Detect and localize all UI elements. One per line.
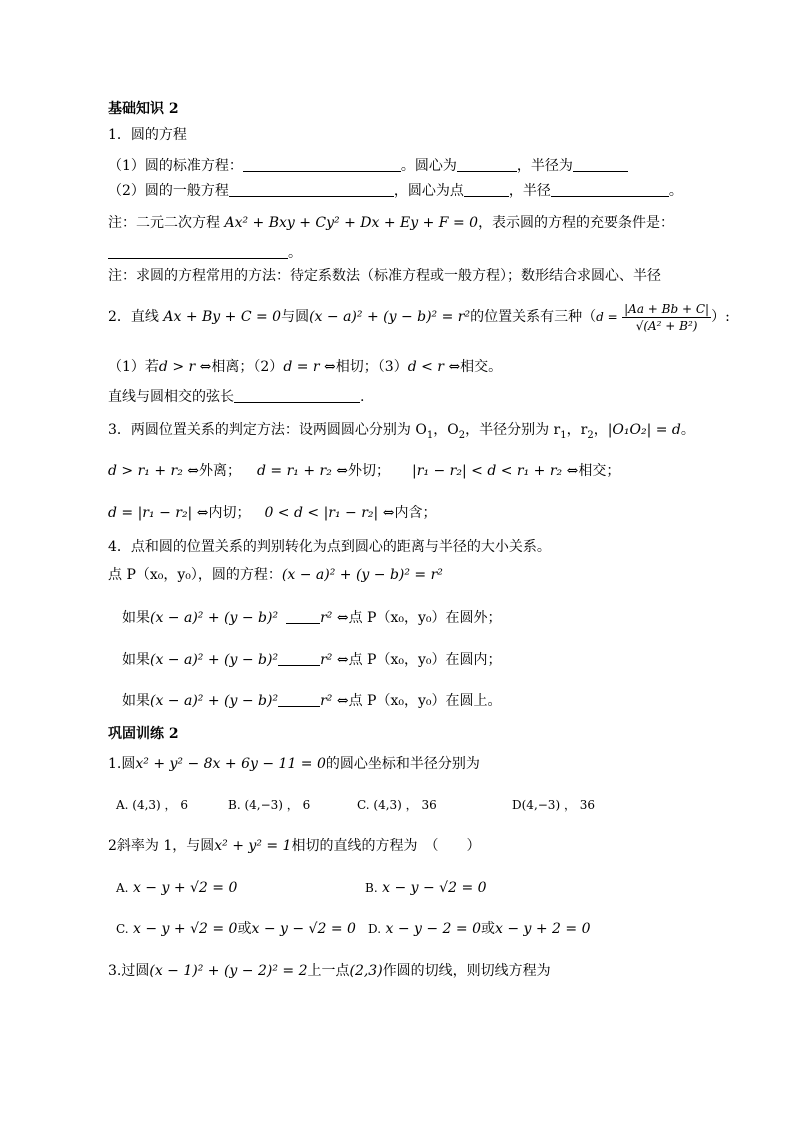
- text: 。圆心为: [400, 158, 457, 174]
- numerator: |Aa + Bb + C|: [624, 301, 710, 316]
- text: 点 P（x₀，y₀）在圆上。: [348, 693, 502, 709]
- blank: [457, 157, 517, 172]
- blank: [573, 157, 628, 172]
- equation: x² + y² = 1: [214, 838, 292, 854]
- equation: (2,3): [349, 963, 383, 979]
- equation: (x − a)² + (y − b)² = r²: [309, 309, 471, 325]
- text: ，半径为: [516, 158, 573, 174]
- blank: [464, 182, 509, 197]
- question-2: [108, 837, 480, 855]
- denominator: √(A² + B²): [635, 318, 698, 333]
- text: 2斜率为 1，与圆: [108, 838, 215, 854]
- text: 相切；（3）: [335, 359, 408, 375]
- equation: d = r₁ + r₂ ⇔: [257, 463, 349, 479]
- equation: r² ⇔: [320, 693, 349, 709]
- text: （1）圆的标准方程：: [108, 158, 243, 174]
- text: 外切；: [348, 463, 391, 479]
- two-circles-heading: [108, 421, 695, 445]
- text: 外离；: [199, 463, 242, 479]
- equation: d < r ⇔: [407, 359, 461, 375]
- equation: d = r ⇔: [283, 359, 336, 375]
- circle-equation-heading: 1．圆的方程: [108, 127, 187, 143]
- distance-fraction: [622, 301, 711, 334]
- equation: Ax² + Bxy + Cy² + Dx + Ey + F = 0: [224, 215, 479, 231]
- text: ，O: [433, 422, 459, 438]
- text: 直线与圆相交的弦长: [108, 389, 234, 405]
- line-circle-relation: [108, 300, 730, 334]
- point-case-inside: [122, 651, 501, 669]
- question-1-option-a: A. (4,3) ， 6: [116, 798, 189, 812]
- text: ）:: [711, 309, 730, 325]
- option-letter: D.: [368, 922, 382, 936]
- text: ，: [593, 422, 608, 438]
- text: ，圆心为点: [393, 183, 464, 199]
- text: ，半径分别为 r: [465, 422, 561, 438]
- text: 的圆心坐标和半径分别为: [325, 756, 480, 772]
- equation: x² + y² − 8x + 6y − 11 = 0: [135, 756, 326, 772]
- equation: x − y − 2 = 0: [385, 921, 481, 937]
- text: 点 P（x₀，y₀）在圆外；: [348, 610, 502, 626]
- equation: (x − a)² + (y − b)²: [150, 652, 279, 668]
- blank: [278, 692, 320, 707]
- text: 相交。: [460, 359, 503, 375]
- text: （2）圆的一般方程: [108, 183, 229, 199]
- text: 相交；: [578, 463, 621, 479]
- equation: x − y + 2 = 0: [494, 921, 591, 937]
- question-2-option-c: [116, 920, 356, 938]
- equation: |O₁O₂| = d: [607, 422, 681, 438]
- point-definition: [108, 566, 443, 584]
- question-3: [108, 962, 551, 980]
- option-letter: A.: [116, 881, 129, 895]
- relations-line: [108, 358, 502, 376]
- standard-equation-line: [108, 157, 628, 175]
- equation: d = |r₁ − r₂| ⇔: [108, 505, 209, 521]
- equation: x − y − √2 = 0: [251, 921, 356, 937]
- question-1-option-c: C. (4,3) ， 36: [357, 798, 437, 812]
- equation: d > r ⇔: [158, 359, 212, 375]
- question-2-option-b: [365, 879, 487, 897]
- text: 内含；: [394, 505, 437, 521]
- subscript: 1: [426, 429, 434, 441]
- text: 或: [480, 921, 495, 937]
- question-2-option-d: [368, 920, 591, 938]
- text: 3.过圆: [108, 963, 150, 979]
- question-1-option-d: D(4,−3) ， 36: [512, 798, 596, 812]
- point-case-on: [122, 692, 501, 710]
- text: 上一点: [307, 963, 350, 979]
- equation: x − y + √2 = 0: [132, 880, 238, 896]
- section-title-basics: 基础知识 2: [108, 101, 179, 117]
- point-circle-heading: 4．点和圆的位置关系的判别转化为点到圆心的距离与半径的大小关系。: [108, 539, 551, 555]
- text: 作圆的切线，则切线方程为: [382, 963, 551, 979]
- equation: Ax + By + C = 0: [163, 309, 282, 325]
- equation: 0 < d < |r₁ − r₂| ⇔: [264, 505, 395, 521]
- question-2-option-a: [116, 879, 237, 897]
- subscript: 2: [458, 429, 466, 441]
- text: 内切；: [208, 505, 251, 521]
- equation: r² ⇔: [320, 610, 349, 626]
- note-methods: 注：求圆的方程常用的方法：待定系数法（标准方程或一般方程）；数形结合求圆心、半径: [108, 268, 661, 284]
- text: 。: [668, 183, 683, 199]
- text: 的位置关系有三种（: [470, 309, 597, 325]
- two-circles-row1: [108, 462, 620, 480]
- equation: (x − a)² + (y − b)²: [150, 610, 279, 626]
- text: 或: [237, 921, 252, 937]
- subscript: 2: [587, 429, 594, 441]
- text: （1）若: [108, 359, 159, 375]
- equation: d > r₁ + r₂ ⇔: [108, 463, 200, 479]
- text: 。: [680, 422, 695, 438]
- two-circles-row2: [108, 504, 436, 522]
- option-letter: C.: [116, 922, 129, 936]
- blank: [551, 182, 669, 197]
- note-answer-line: [108, 244, 302, 262]
- chord-line: [108, 388, 364, 406]
- section-title-practice: 巩固训练 2: [108, 726, 179, 742]
- equation: x − y + √2 = 0: [133, 921, 238, 937]
- text: 点 P（x₀，y₀）在圆内；: [348, 652, 502, 668]
- equation: r² ⇔: [320, 652, 349, 668]
- distance-symbol: d =: [596, 310, 618, 324]
- text: 2．直线: [108, 309, 164, 325]
- equation: (x − a)² + (y − b)² = r²: [281, 567, 443, 583]
- text: 如果: [122, 693, 150, 709]
- blank: [234, 388, 360, 403]
- point-case-outside: [122, 609, 501, 627]
- text: ，半径: [508, 183, 551, 199]
- blank: [286, 609, 320, 624]
- text: 与圆: [281, 309, 310, 325]
- equation: (x − a)² + (y − b)²: [150, 693, 279, 709]
- text: 相离；（2）: [211, 359, 284, 375]
- text: 3．两圆位置关系的判定方法：设两圆圆心分别为 O: [108, 422, 427, 438]
- text: 如果: [122, 652, 150, 668]
- blank: [278, 651, 320, 666]
- option-letter: B.: [365, 881, 378, 895]
- text: ，r: [566, 422, 588, 438]
- text: 如果: [122, 610, 150, 626]
- text: 。: [288, 245, 302, 261]
- text: 1.圆: [108, 756, 136, 772]
- subscript: 1: [560, 429, 567, 441]
- text: ，表示圆的方程的充要条件是：: [478, 215, 675, 231]
- note-general-condition: [108, 214, 674, 232]
- text: .: [360, 389, 365, 405]
- text: 注：二元二次方程: [108, 215, 225, 231]
- equation: (x − 1)² + (y − 2)² = 2: [149, 963, 308, 979]
- question-1: [108, 755, 480, 773]
- blank: [243, 157, 401, 172]
- equation: x − y − √2 = 0: [382, 880, 487, 896]
- blank: [229, 182, 394, 197]
- blank: [108, 244, 288, 259]
- text: 点 P（x₀，y₀），圆的方程：: [108, 567, 282, 583]
- question-1-option-b: B. (4,−3) ， 6: [228, 798, 311, 812]
- general-equation-line: [108, 182, 683, 200]
- equation: |r₁ − r₂| < d < r₁ + r₂ ⇔: [412, 463, 579, 479]
- text: 相切的直线的方程为 （ ）: [291, 838, 481, 854]
